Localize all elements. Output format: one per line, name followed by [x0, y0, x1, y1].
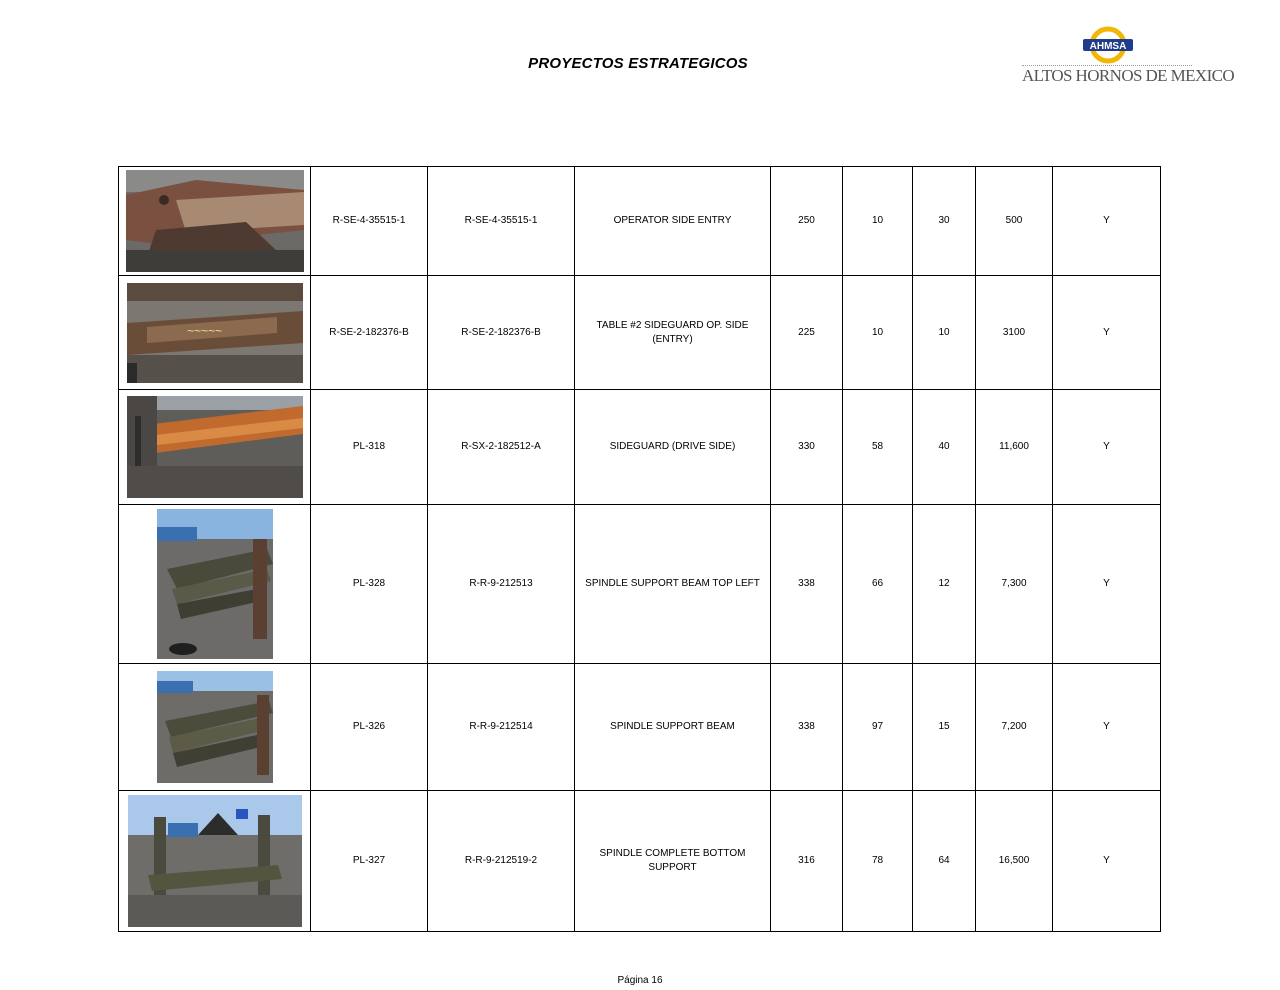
value-1: 338: [771, 664, 843, 791]
status-flag: Y: [1053, 276, 1161, 390]
item-photo: [128, 795, 302, 927]
item-photo-cell: [119, 167, 311, 276]
item-photo: [127, 283, 303, 383]
drawing-number: R-SX-2-182512-A: [428, 390, 575, 505]
weight-value: 500: [976, 167, 1053, 276]
status-flag: Y: [1053, 505, 1161, 664]
page-number: Página 16: [617, 975, 663, 986]
item-photo-cell: [119, 791, 311, 932]
item-photo-cell: [119, 664, 311, 791]
status-flag: Y: [1053, 390, 1161, 505]
items-table: [118, 166, 1161, 932]
weight-value: 11,600: [976, 390, 1053, 505]
table-row: [119, 664, 1161, 791]
item-photo: [157, 671, 273, 783]
item-photo-cell: [119, 390, 311, 505]
item-photo-cell: [119, 276, 311, 390]
item-description: SPINDLE SUPPORT BEAM TOP LEFT: [575, 505, 771, 664]
item-description: SIDEGUARD (DRIVE SIDE): [575, 390, 771, 505]
table-row: [119, 276, 1161, 390]
part-number: R-SE-2-182376-B: [311, 276, 428, 390]
value-3: 64: [913, 791, 976, 932]
value-3: 12: [913, 505, 976, 664]
part-number: PL-318: [311, 390, 428, 505]
item-description: OPERATOR SIDE ENTRY: [575, 167, 771, 276]
value-3: 40: [913, 390, 976, 505]
weight-value: 3100: [976, 276, 1053, 390]
item-description: TABLE #2 SIDEGUARD OP. SIDE (ENTRY): [575, 276, 771, 390]
value-2: 58: [843, 390, 913, 505]
part-number: PL-327: [311, 791, 428, 932]
table-row: [119, 505, 1161, 664]
item-photo: [126, 170, 304, 272]
item-photo: [157, 509, 273, 659]
part-number: R-SE-4-35515-1: [311, 167, 428, 276]
weight-value: 16,500: [976, 791, 1053, 932]
table-row: [119, 791, 1161, 932]
company-logo: [1022, 26, 1235, 88]
value-2: 66: [843, 505, 913, 664]
value-1: 225: [771, 276, 843, 390]
table-row: [119, 167, 1161, 276]
status-flag: Y: [1053, 664, 1161, 791]
ahmsa-sun-icon: [1022, 26, 1192, 66]
page-title: PROYECTOS ESTRATEGICOS: [528, 55, 748, 72]
item-photo: [127, 396, 303, 498]
value-2: 78: [843, 791, 913, 932]
logo-badge: AHMSA: [1089, 41, 1127, 52]
part-number: PL-326: [311, 664, 428, 791]
item-description: SPINDLE COMPLETE BOTTOM SUPPORT: [575, 791, 771, 932]
drawing-number: R-R-9-212513: [428, 505, 575, 664]
value-1: 330: [771, 390, 843, 505]
value-1: 338: [771, 505, 843, 664]
drawing-number: R-SE-2-182376-B: [428, 276, 575, 390]
value-1: 316: [771, 791, 843, 932]
status-flag: Y: [1053, 791, 1161, 932]
drawing-number: R-R-9-212514: [428, 664, 575, 791]
value-3: 10: [913, 276, 976, 390]
part-number: PL-328: [311, 505, 428, 664]
drawing-number: R-SE-4-35515-1: [428, 167, 575, 276]
status-flag: Y: [1053, 167, 1161, 276]
value-2: 10: [843, 167, 913, 276]
item-photo-cell: [119, 505, 311, 664]
value-3: 15: [913, 664, 976, 791]
weight-value: 7,300: [976, 505, 1053, 664]
value-2: 10: [843, 276, 913, 390]
logo-text: ALTOS HORNOS DE MEXICO: [1022, 66, 1235, 85]
value-3: 30: [913, 167, 976, 276]
svg-text:~~~~~: ~~~~~: [186, 323, 222, 338]
table-row: [119, 390, 1161, 505]
value-1: 250: [771, 167, 843, 276]
weight-value: 7,200: [976, 664, 1053, 791]
value-2: 97: [843, 664, 913, 791]
drawing-number: R-R-9-212519-2: [428, 791, 575, 932]
item-description: SPINDLE SUPPORT BEAM: [575, 664, 771, 791]
